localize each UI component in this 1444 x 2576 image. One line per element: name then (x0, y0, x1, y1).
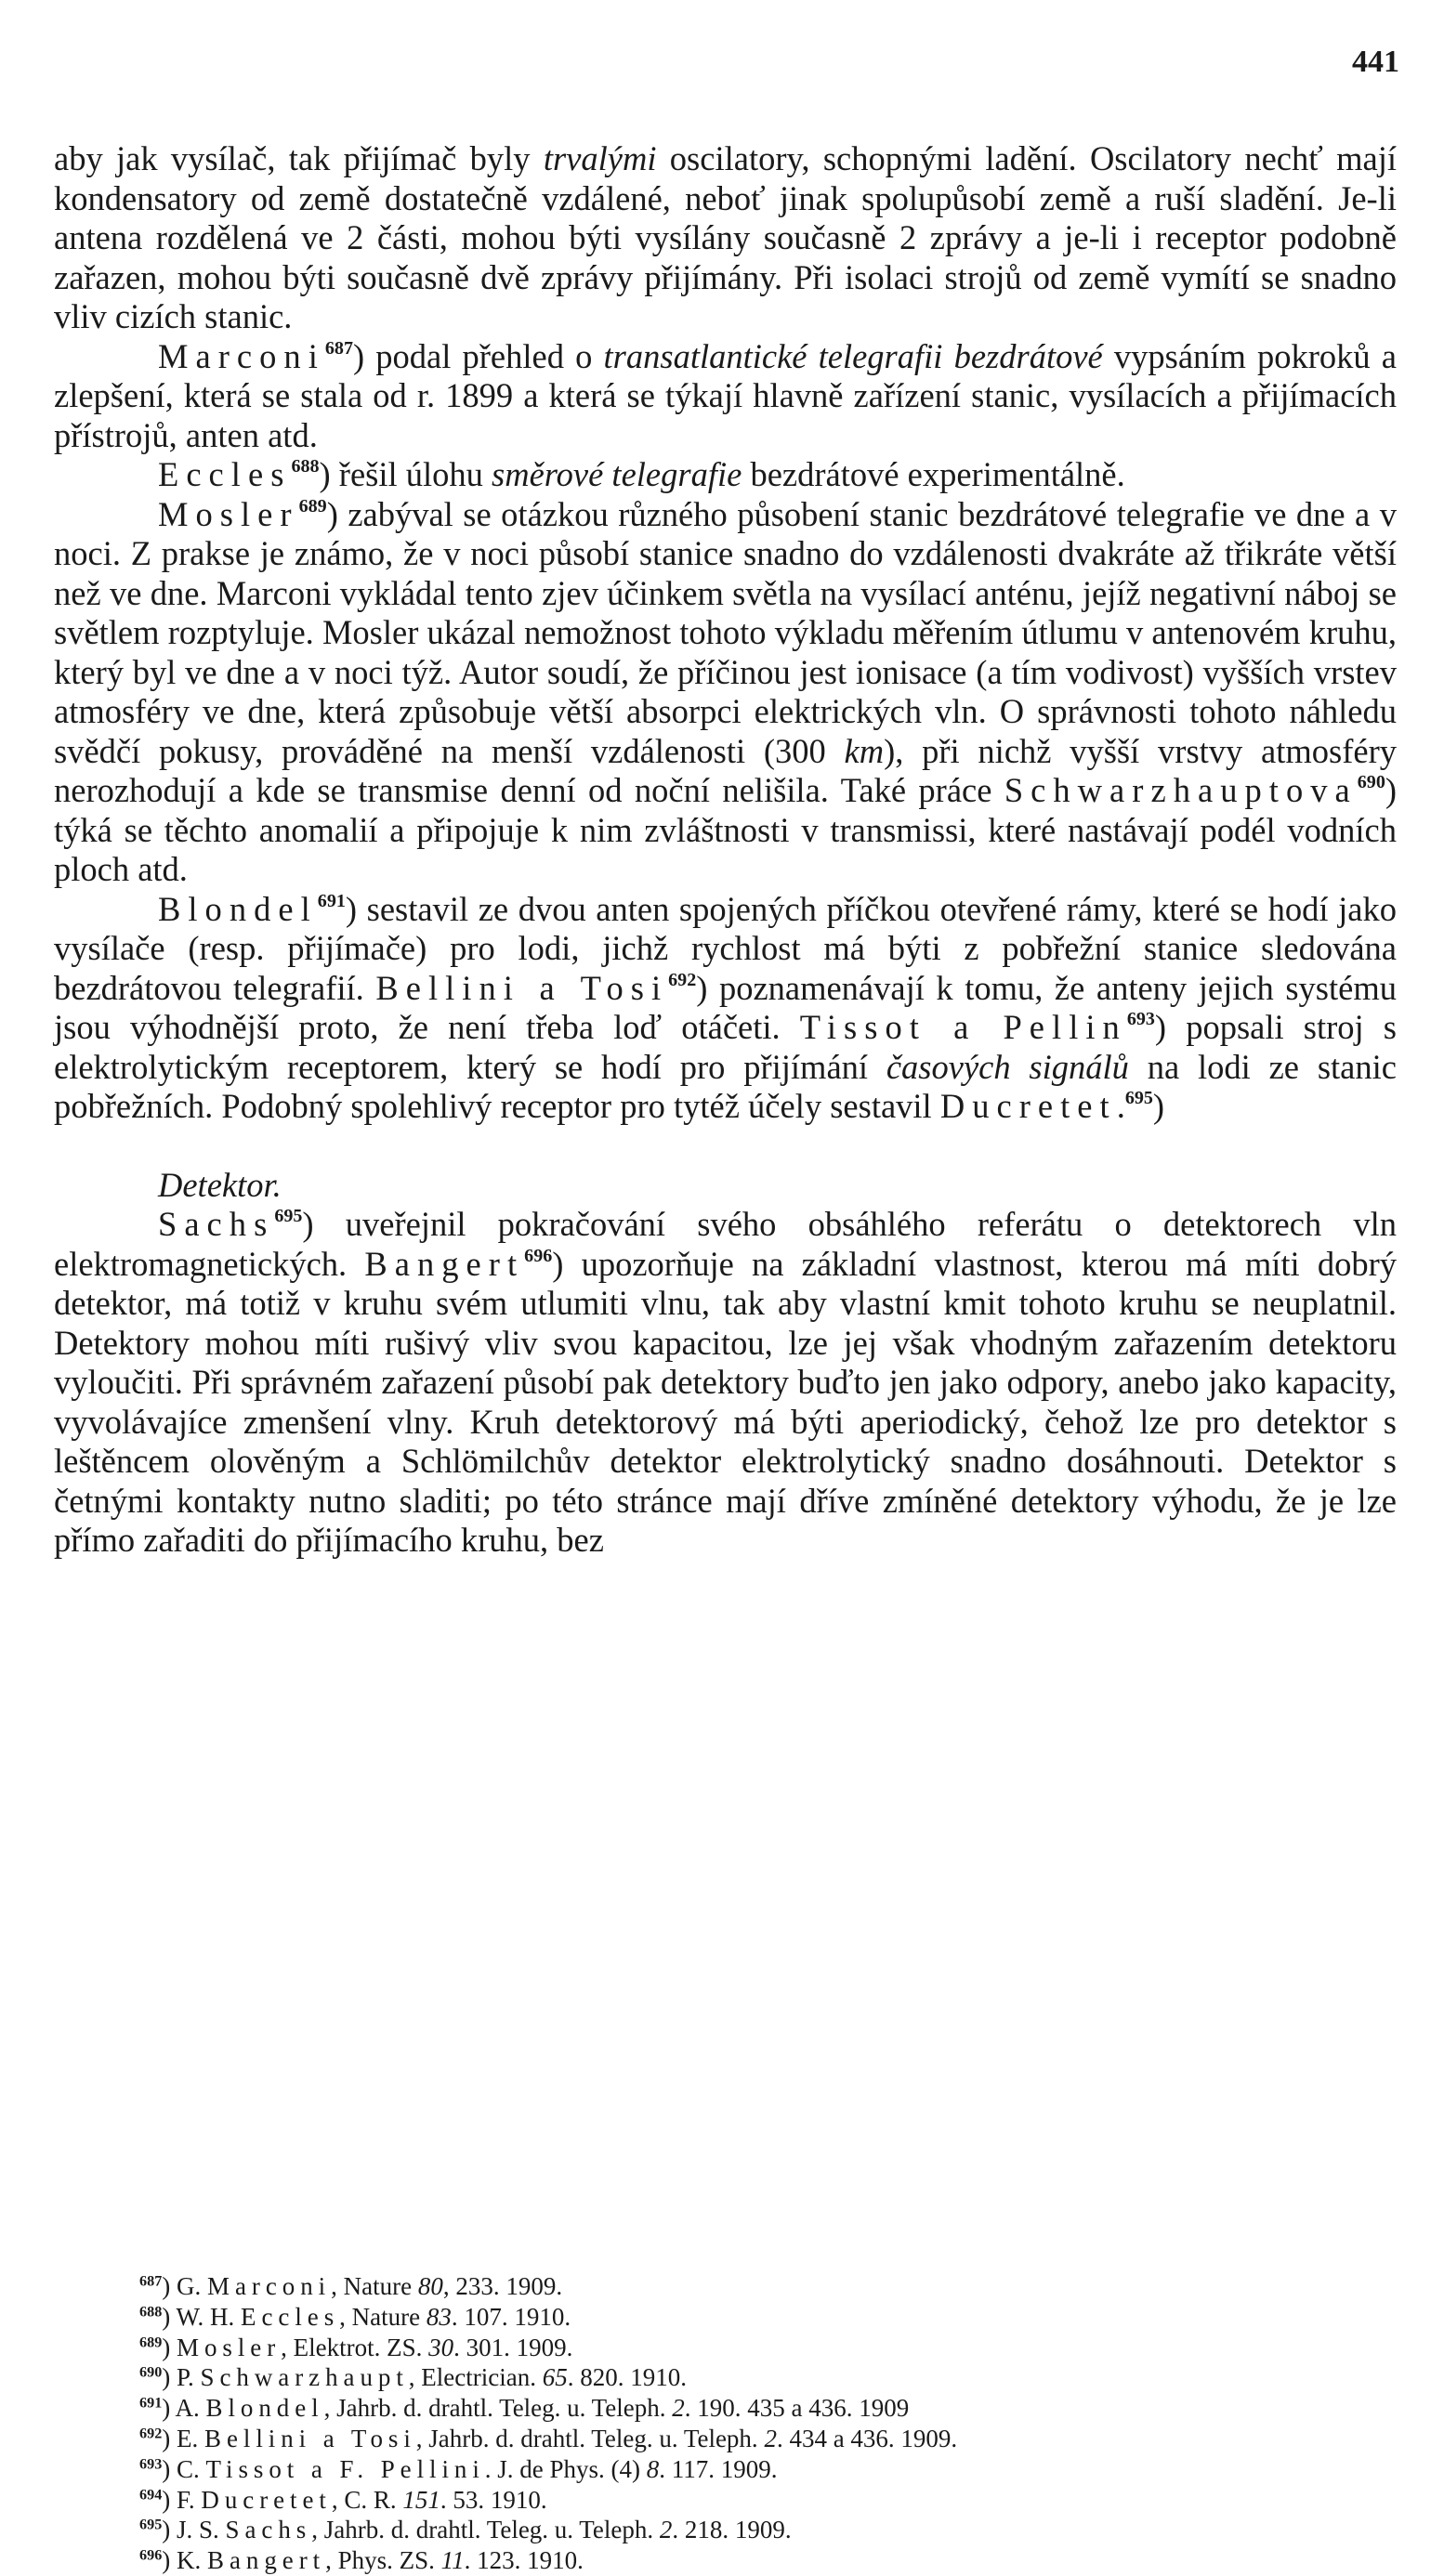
footnote (139, 2271, 1440, 2302)
footnote-number: 695 (139, 2516, 163, 2533)
emphasis-text: 30 (428, 2333, 454, 2361)
text-run: ), při nichž vyšší vrstvy atmosféry nerozhodují a kde se transmise denní od noční nelišila. Také práce (54, 731, 1397, 809)
text-run: ) W. H. (162, 2302, 242, 2331)
spaced-name: Ducretet (939, 1087, 1117, 1125)
text-run: ) (162, 2333, 177, 2361)
emphasis-text: 2 (659, 2516, 673, 2544)
spaced-name: Eccles (158, 455, 292, 493)
emphasis-text: 151 (402, 2485, 440, 2514)
section-gap (54, 1127, 1397, 1166)
text-run: . 107. 1910. (451, 2302, 571, 2331)
footnote (139, 2393, 1440, 2424)
paragraph (54, 1205, 1397, 1561)
text-run: . 301. 1909. (453, 2333, 573, 2361)
text-run: ) K. (162, 2546, 208, 2575)
text-run: , Electrician. (408, 2363, 543, 2392)
text-run: . 117. 1909. (659, 2454, 778, 2483)
spaced-name: Blondel (205, 2394, 324, 2423)
spaced-name: Schwarzhauptova (1004, 771, 1358, 809)
paragraph (54, 890, 1397, 1127)
text-run: . (1116, 1087, 1125, 1125)
text-run: ) řešil úlohu (319, 455, 492, 493)
text-run: , Jahrb. d. drahtl. Teleg. u. Teleph. (323, 2394, 673, 2423)
text-run: . 123. 1910. (464, 2546, 584, 2575)
page-number: 441 (1352, 45, 1399, 79)
body-text (54, 139, 1397, 1561)
emphasis-text: 80 (417, 2272, 443, 2300)
spaced-name: Schwarzhaupt (200, 2363, 409, 2392)
text-run: , Nature (331, 2272, 418, 2300)
footnote (139, 2515, 1440, 2545)
paragraph (54, 495, 1397, 890)
spaced-name: Bellini a Tosi (375, 968, 669, 1007)
footnote (139, 2333, 1440, 2363)
paragraph (54, 455, 1397, 495)
footnote-ref: 692 (668, 969, 697, 990)
text-run: ) zabýval se otázkou různého působení stanic bezdrátové telegrafie ve dne a v noci. Z prakse je známo, že v noci působí stanice snadno do vzdálenosti dvakráte až třikráte větší než ve dne. Marconi vykládal tento zjev účinkem světla na vysílací anténu, jejíž negativní náboj se světlem rozptyluje. Mosler ukázal nemožnost tohoto výkladu měřením útlumu v antenovém kruhu, který byl ve dne a v noci týž. Autor soudí, že příčinou jest ionisace (a tím vodivost) vyšších vrstev atmosféry ve dne, která způsobuje větší absorpci elektrických vln. O správnosti tohoto náhledu svědčí pokusy, prováděné na menší vzdálenosti (300 (54, 494, 1397, 770)
text-run: , Elektrot. ZS. (281, 2333, 429, 2361)
text-run: ) poznamenávají k tomu, že anteny jejich systému jsou výhodnější proto, že není třeba loď otáčeti. (54, 968, 1397, 1046)
emphasis-text: km (844, 731, 885, 770)
text-run: ) upozorňuje na základní vlastnost, kterou má míti dobrý detektor, má totiž v kruhu svém utlumiti vlnu, tak aby vlastní kmit tohoto kruhu se neuplatnil. Detektory mohou míti rušivý vliv svou kapacitou, lze jej však vhodným zařazením detektoru vyloučiti. Při správném zařazení působí pak detektory buďto jen jako odpory, anebo jako kapacity, vyvolávajíce zmenšení vlny. Kruh detektorový má býti aperiodický, čehož lze pro detektor s leštěncem olověným a Schlömilchův detektor elektrolytický snadno dosáhnouti. Detektor s četnými kontakty nutno sladiti; po této stránce mají dříve zmíněné detektory výhodu, že je lze přímo zařaditi do přijímacího kruhu, bez (54, 1244, 1397, 1559)
text-run: na lodi ze stanic pobřežních. Podobný spolehlivý receptor pro tytéž účely sestavil (54, 1047, 1397, 1125)
section-heading: Detektor. (158, 1165, 282, 1204)
paragraph-group (54, 139, 1397, 1127)
footnote-ref: 689 (298, 495, 327, 517)
text-run: ) podal přehled o (352, 336, 604, 375)
footnote-number: 693 (139, 2455, 163, 2473)
text-run: vypsáním pokroků a zlepšení, která se stala od r. 1899 a která se týkají hlavně zařízení stanic, vysílacích a přijímacích přístrojů, anten atd. (54, 336, 1397, 454)
spaced-name: Marconi (207, 2272, 332, 2300)
emphasis-text: 11 (440, 2546, 465, 2575)
footnote (139, 2302, 1440, 2333)
footnote-number: 688 (139, 2303, 163, 2321)
footnote-ref: 688 (291, 455, 320, 477)
spaced-name: Bangert (364, 1244, 525, 1283)
footnote-number: 691 (139, 2394, 163, 2412)
text-run: , Phys. ZS. (325, 2546, 441, 2575)
spaced-name: Mosler (158, 494, 299, 533)
emphasis-text: časových signálů (886, 1047, 1129, 1086)
footnote-number: 690 (139, 2363, 163, 2381)
text-run: ) G. (162, 2272, 208, 2300)
spaced-name: Mosler (177, 2333, 282, 2361)
spaced-name: Tissot a F. Pellini (205, 2454, 485, 2483)
text-run: , C. R. (331, 2485, 403, 2514)
footnote-ref: 691 (317, 890, 346, 911)
text-run: ) týká se těchto anomalií a připojuje k nim zvláštnosti v transmissi, které nastávají podél vodních ploch atd. (54, 771, 1397, 888)
footnote-ref: 687 (324, 337, 353, 359)
spaced-name: Ducretet (201, 2485, 332, 2514)
paragraph-group (54, 1205, 1397, 1561)
spaced-name: Bellini a Tosi (204, 2424, 416, 2452)
footnote (139, 2362, 1440, 2393)
spaced-name: Eccles (241, 2302, 340, 2331)
footnote-number: 692 (139, 2425, 163, 2442)
footnote-ref: 693 (1126, 1008, 1155, 1029)
text-run: , Jahrb. d. drahtl. Teleg. u. Teleph. (415, 2424, 765, 2452)
emphasis-text: trvalými (543, 139, 657, 177)
spaced-name: Bangert (207, 2546, 326, 2575)
footnotes (139, 2271, 1440, 2576)
text-run: . 53. 1910. (440, 2485, 547, 2514)
emphasis-text: 83 (426, 2302, 452, 2331)
emphasis-text: směrové telegrafie (492, 455, 742, 493)
text-run: ) C. (162, 2454, 206, 2483)
text-run: ) P. (162, 2363, 201, 2392)
text-run: ) J. S. (162, 2516, 226, 2544)
footnote-number: 689 (139, 2333, 163, 2350)
footnote-number: 696 (139, 2546, 163, 2564)
footnote-ref: 695 (274, 1205, 303, 1226)
footnote-ref: 696 (524, 1245, 553, 1266)
spaced-name: Sachs (158, 1205, 275, 1243)
emphasis-text: 65 (542, 2363, 568, 2392)
spaced-name: Tissot a Pellin (799, 1008, 1127, 1046)
spaced-name: Blondel (158, 889, 318, 928)
emphasis-text: transatlantické telegrafii bezdrátové (603, 336, 1103, 375)
text-run: oscilatory, schopnými ladění. Oscilatory nechť mají kondensatory od země dostatečně vzdálené, neboť jinak spolupůsobí země a ruší sladění. Je-li antena rozdělená ve 2 části, mohou býti vysílány současně 2 zprávy a je-li i receptor podobně zařazen, mohou býti současně dvě zprávy přijímány. Při isolaci strojů od země vymítí se snadno vliv cizích stanic. (54, 139, 1398, 335)
footnote (139, 2424, 1440, 2454)
footnote (139, 2485, 1440, 2516)
emphasis-text: 2 (764, 2424, 777, 2452)
spaced-name: Sachs (225, 2516, 312, 2544)
text-run: ) uveřejnil pokračování svého obsáhlého referátu o detektorech vln elektromagnetických. (54, 1205, 1397, 1283)
text-run: aby jak vysílač, tak přijímač byly (54, 139, 544, 177)
text-run: ) popsali stroj s elektrolytickým receptorem, který se hodí pro přijímání (54, 1008, 1397, 1086)
text-run: ) A. (162, 2394, 206, 2423)
footnote-ref: 690 (1357, 771, 1385, 792)
text-run: , Jahrb. d. drahtl. Teleg. u. Teleph. (311, 2516, 660, 2544)
text-run: . 190. 435 a 436. 1909 (684, 2394, 910, 2423)
emphasis-text: 2 (672, 2394, 685, 2423)
emphasis-text: 8 (646, 2454, 660, 2483)
spaced-name: Marconi (158, 336, 325, 375)
footnote (139, 2545, 1440, 2576)
text-run: ) (1152, 1087, 1165, 1125)
text-run: . 434 a 436. 1909. (776, 2424, 958, 2452)
text-run: bezdrátové experimentálně. (742, 455, 1125, 493)
footnote-number: 687 (139, 2272, 163, 2290)
footnote-number: 694 (139, 2485, 163, 2503)
footnote-ref: 695 (1124, 1087, 1153, 1108)
text-run: . J. de Phys. (4) (484, 2454, 647, 2483)
text-run: , 233. 1909. (442, 2272, 563, 2300)
text-run: ) F. (162, 2485, 202, 2514)
text-run: ) sestavil ze dvou anten spojených příčkou otevřené rámy, které se hodí jako vysílače (resp. přijímače) pro lodi, jichž rychlost má býti z pobřežní stanice sledována bezdrátovou telegrafií. (54, 889, 1397, 1007)
text-run: . 218. 1909. (672, 2516, 792, 2544)
text-run: , Nature (339, 2302, 427, 2331)
paragraph (54, 139, 1397, 337)
paragraph (54, 337, 1397, 456)
text-run: ) E. (162, 2424, 205, 2452)
text-run: . 820. 1910. (567, 2363, 687, 2392)
